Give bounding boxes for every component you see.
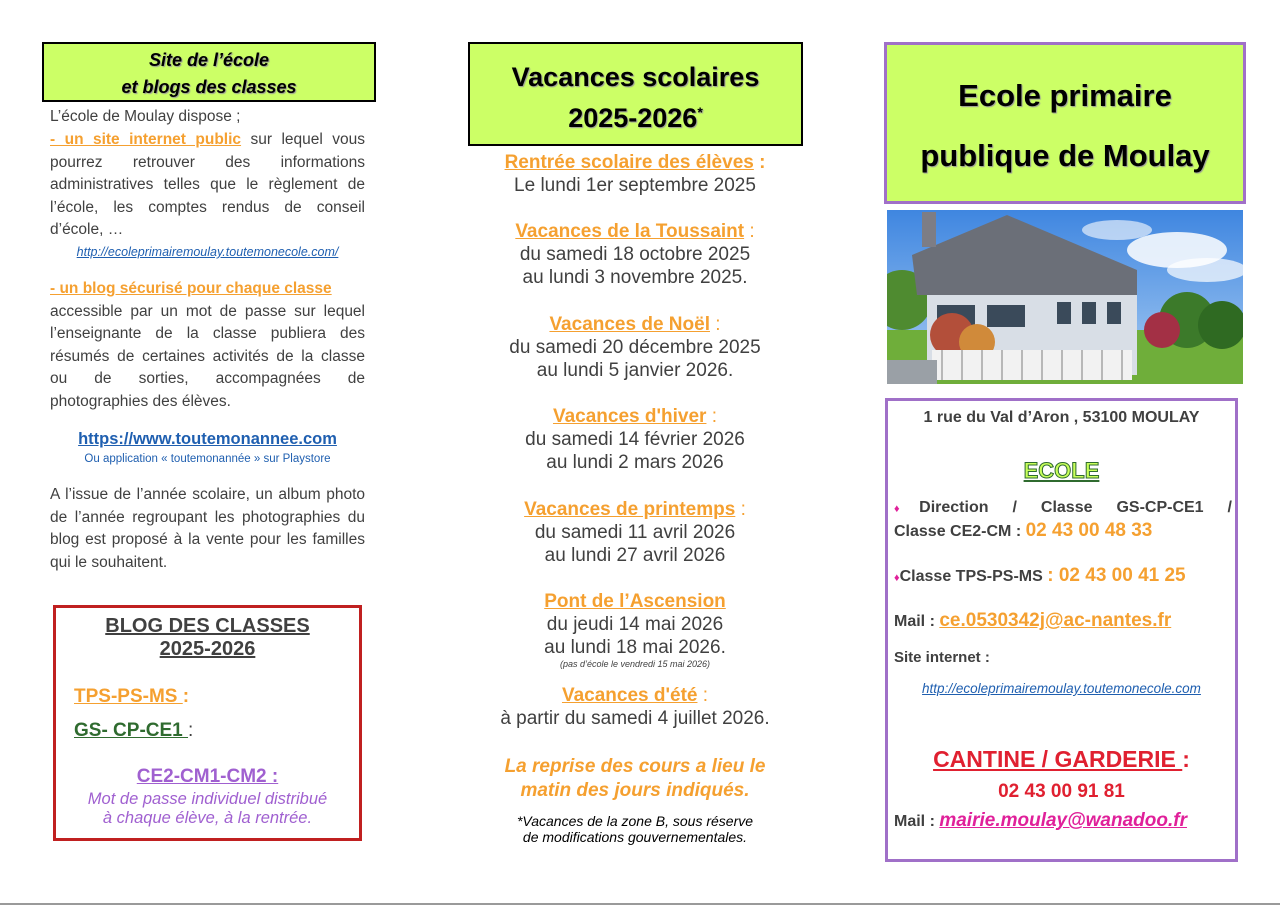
blog-level-tps-ps-ms[interactable] [74,686,189,708]
cantine-label: CANTINE / GARDERIE [933,746,1183,772]
rentree-colon: : [753,152,766,173]
zone-note [470,813,800,845]
level-2-colon: : [188,720,194,741]
cantine-colon: : [1182,746,1190,772]
vacances-hiver [470,405,800,474]
pont-ascension [470,590,800,670]
cantine-phone[interactable]: 02 43 00 91 81 [998,781,1125,802]
reprise-line-1: La reprise des cours a lieu le [504,756,766,777]
direction-line [894,497,1232,543]
vacances-title-box [468,42,803,146]
direction-phone[interactable]: 02 43 00 48 33 [1025,520,1153,541]
school-site-link[interactable]: http://ecoleprimairemoulay.toutemonecole.com [922,681,1201,696]
ecole-label-wrap [888,458,1235,484]
printemps-from: du samedi 11 avril 2026 [534,522,736,543]
noel-colon: : [709,314,721,335]
ecole-label: ECOLE [1023,458,1100,483]
level-1-label: TPS-PS-MS [74,686,183,707]
site-url-link[interactable]: http://ecoleprimairemoulay.toutemonecole.com/ [76,245,339,259]
hiver-heading: Vacances d'hiver [552,406,707,427]
site-title-line-2: et blogs des classes [121,77,297,97]
blog-classes-box [53,605,362,841]
direction-label-1: Direction / Classe GS-CP-CE1 / [919,499,1233,516]
album-text: A l’issue de l’année scolaire, un album photo de l’année regroupant les photographies du blog est proposé à la vente pour les familles qui le souhaitent. [50,486,365,571]
printemps-colon: : [735,499,746,520]
title-star: * [697,104,703,120]
password-line-1: Mot de passe individuel distribué [87,790,328,808]
school-title-line-1: Ecole primaire [958,78,1172,113]
rentree-date: Le lundi 1er septembre 2025 [514,175,756,196]
vacances-rentree [470,151,800,197]
blog-url-link[interactable]: https://www.toutemonannee.com [78,430,337,448]
school-building-image [887,210,1243,384]
toussaint-from: du samedi 18 octobre 2025 [519,244,751,265]
blog-description [50,278,365,414]
zone-line-2: de modifications gouvernementales. [522,829,748,845]
vacances-ete [470,684,800,730]
rentree-heading: Rentrée scolaire des élèves [504,152,754,173]
school-email-link[interactable]: ce.0530342j@ac-nantes.fr [939,610,1172,631]
school-address: 1 rue du Val d’Aron , 53100 MOULAY [923,409,1200,426]
hiver-to: au lundi 2 mars 2026 [546,452,724,473]
blog-description-text: accessible par un mot de passe sur lequel l’enseignante de la classe publiera des résumés de certaines activités de la classe ou de sorties, accompagnées de photographies des élèves. [50,302,365,410]
tps-phone[interactable]: : 02 43 00 41 25 [1047,565,1186,586]
level-2-label: GS- CP-CE1 [74,720,189,741]
ete-heading: Vacances d'été [561,685,698,706]
blog-level-ce2-cm1-cm2[interactable] [56,766,359,788]
vacances-title-line-1: Vacances scolaires [511,62,760,92]
ascension-note: (pas d’école le vendredi 15 mai 2026) [559,659,711,669]
school-title-box [884,42,1246,204]
zone-line-1: *Vacances de la zone B, sous réserve [516,813,754,829]
ascension-from: du jeudi 14 mai 2026 [546,614,724,635]
toussaint-heading: Vacances de la Toussaint [515,221,745,242]
playstore-note: Ou application « toutemonannée » sur Playstore [84,453,331,465]
diamond-icon: ♦ [894,572,900,584]
site-description [50,129,365,242]
site-heading-link[interactable]: - un site internet public [50,131,242,148]
hiver-colon: : [706,406,717,427]
noel-heading: Vacances de Noël [549,314,710,335]
printemps-to: au lundi 27 avril 2026 [544,545,726,566]
site-title-box [42,42,376,102]
vacances-toussaint [470,220,800,289]
toussaint-colon: : [744,221,755,242]
hiver-from: du samedi 14 février 2026 [525,429,745,450]
ete-colon: : [697,685,709,706]
toussaint-to: au lundi 3 novembre 2025. [522,267,748,288]
blog-box-title-2: 2025-2026 [159,638,256,660]
level-1-colon: : [182,686,190,707]
diamond-icon: ♦ [894,503,920,515]
printemps-heading: Vacances de printemps [524,499,736,520]
blog-box-title-1: BLOG DES CLASSES [105,615,310,637]
vacances-title-line-2: 2025-2026* [568,103,703,133]
ete-from: à partir du samedi 4 juillet 2026. [500,708,770,729]
vacances-noel [470,313,800,382]
cantine-heading [888,746,1235,773]
ascension-heading: Pont de l’Ascension [544,591,726,612]
blog-heading-link[interactable]: - un blog sécurisé pour chaque classe [50,280,332,297]
vacances-printemps [470,498,800,567]
password-line-2: à chaque élève, à la rentrée. [102,809,313,827]
site-description-text: sur lequel vous pourrez retrouver des informations administratives telles que le règlement de l’école, les comptes rendus de conseil d’école, … [50,131,366,239]
mail-label: Mail : [894,613,940,630]
level-3-label: CE2-CM1-CM2 : [136,766,279,787]
mairie-mail-line [894,810,1187,832]
school-photo [887,210,1243,384]
noel-to: au lundi 5 janvier 2026. [536,360,734,381]
mairie-email-link[interactable]: mairie.moulay@wanadoo.fr [939,810,1187,831]
blog-level-gs-cp-ce1[interactable] [74,720,193,742]
direction-label-2: Classe CE2-CM : [894,523,1026,540]
mail-line [894,610,1171,632]
noel-from: du samedi 20 décembre 2025 [509,337,761,358]
school-intro: L’école de Moulay dispose ; [50,108,241,125]
reprise-note [470,755,800,803]
contact-box [885,398,1238,862]
ascension-to: au lundi 18 mai 2026. [544,637,726,658]
mairie-mail-label: Mail : [894,813,940,830]
reprise-line-2: matin des jours indiqués. [520,780,750,801]
tps-line [894,565,1186,587]
site-title-line-1: Site de l’école [148,50,270,70]
school-title-line-2: publique de Moulay [920,138,1210,173]
tps-label: Classe TPS-PS-MS [899,568,1048,585]
site-internet-label: Site internet : [894,649,990,666]
